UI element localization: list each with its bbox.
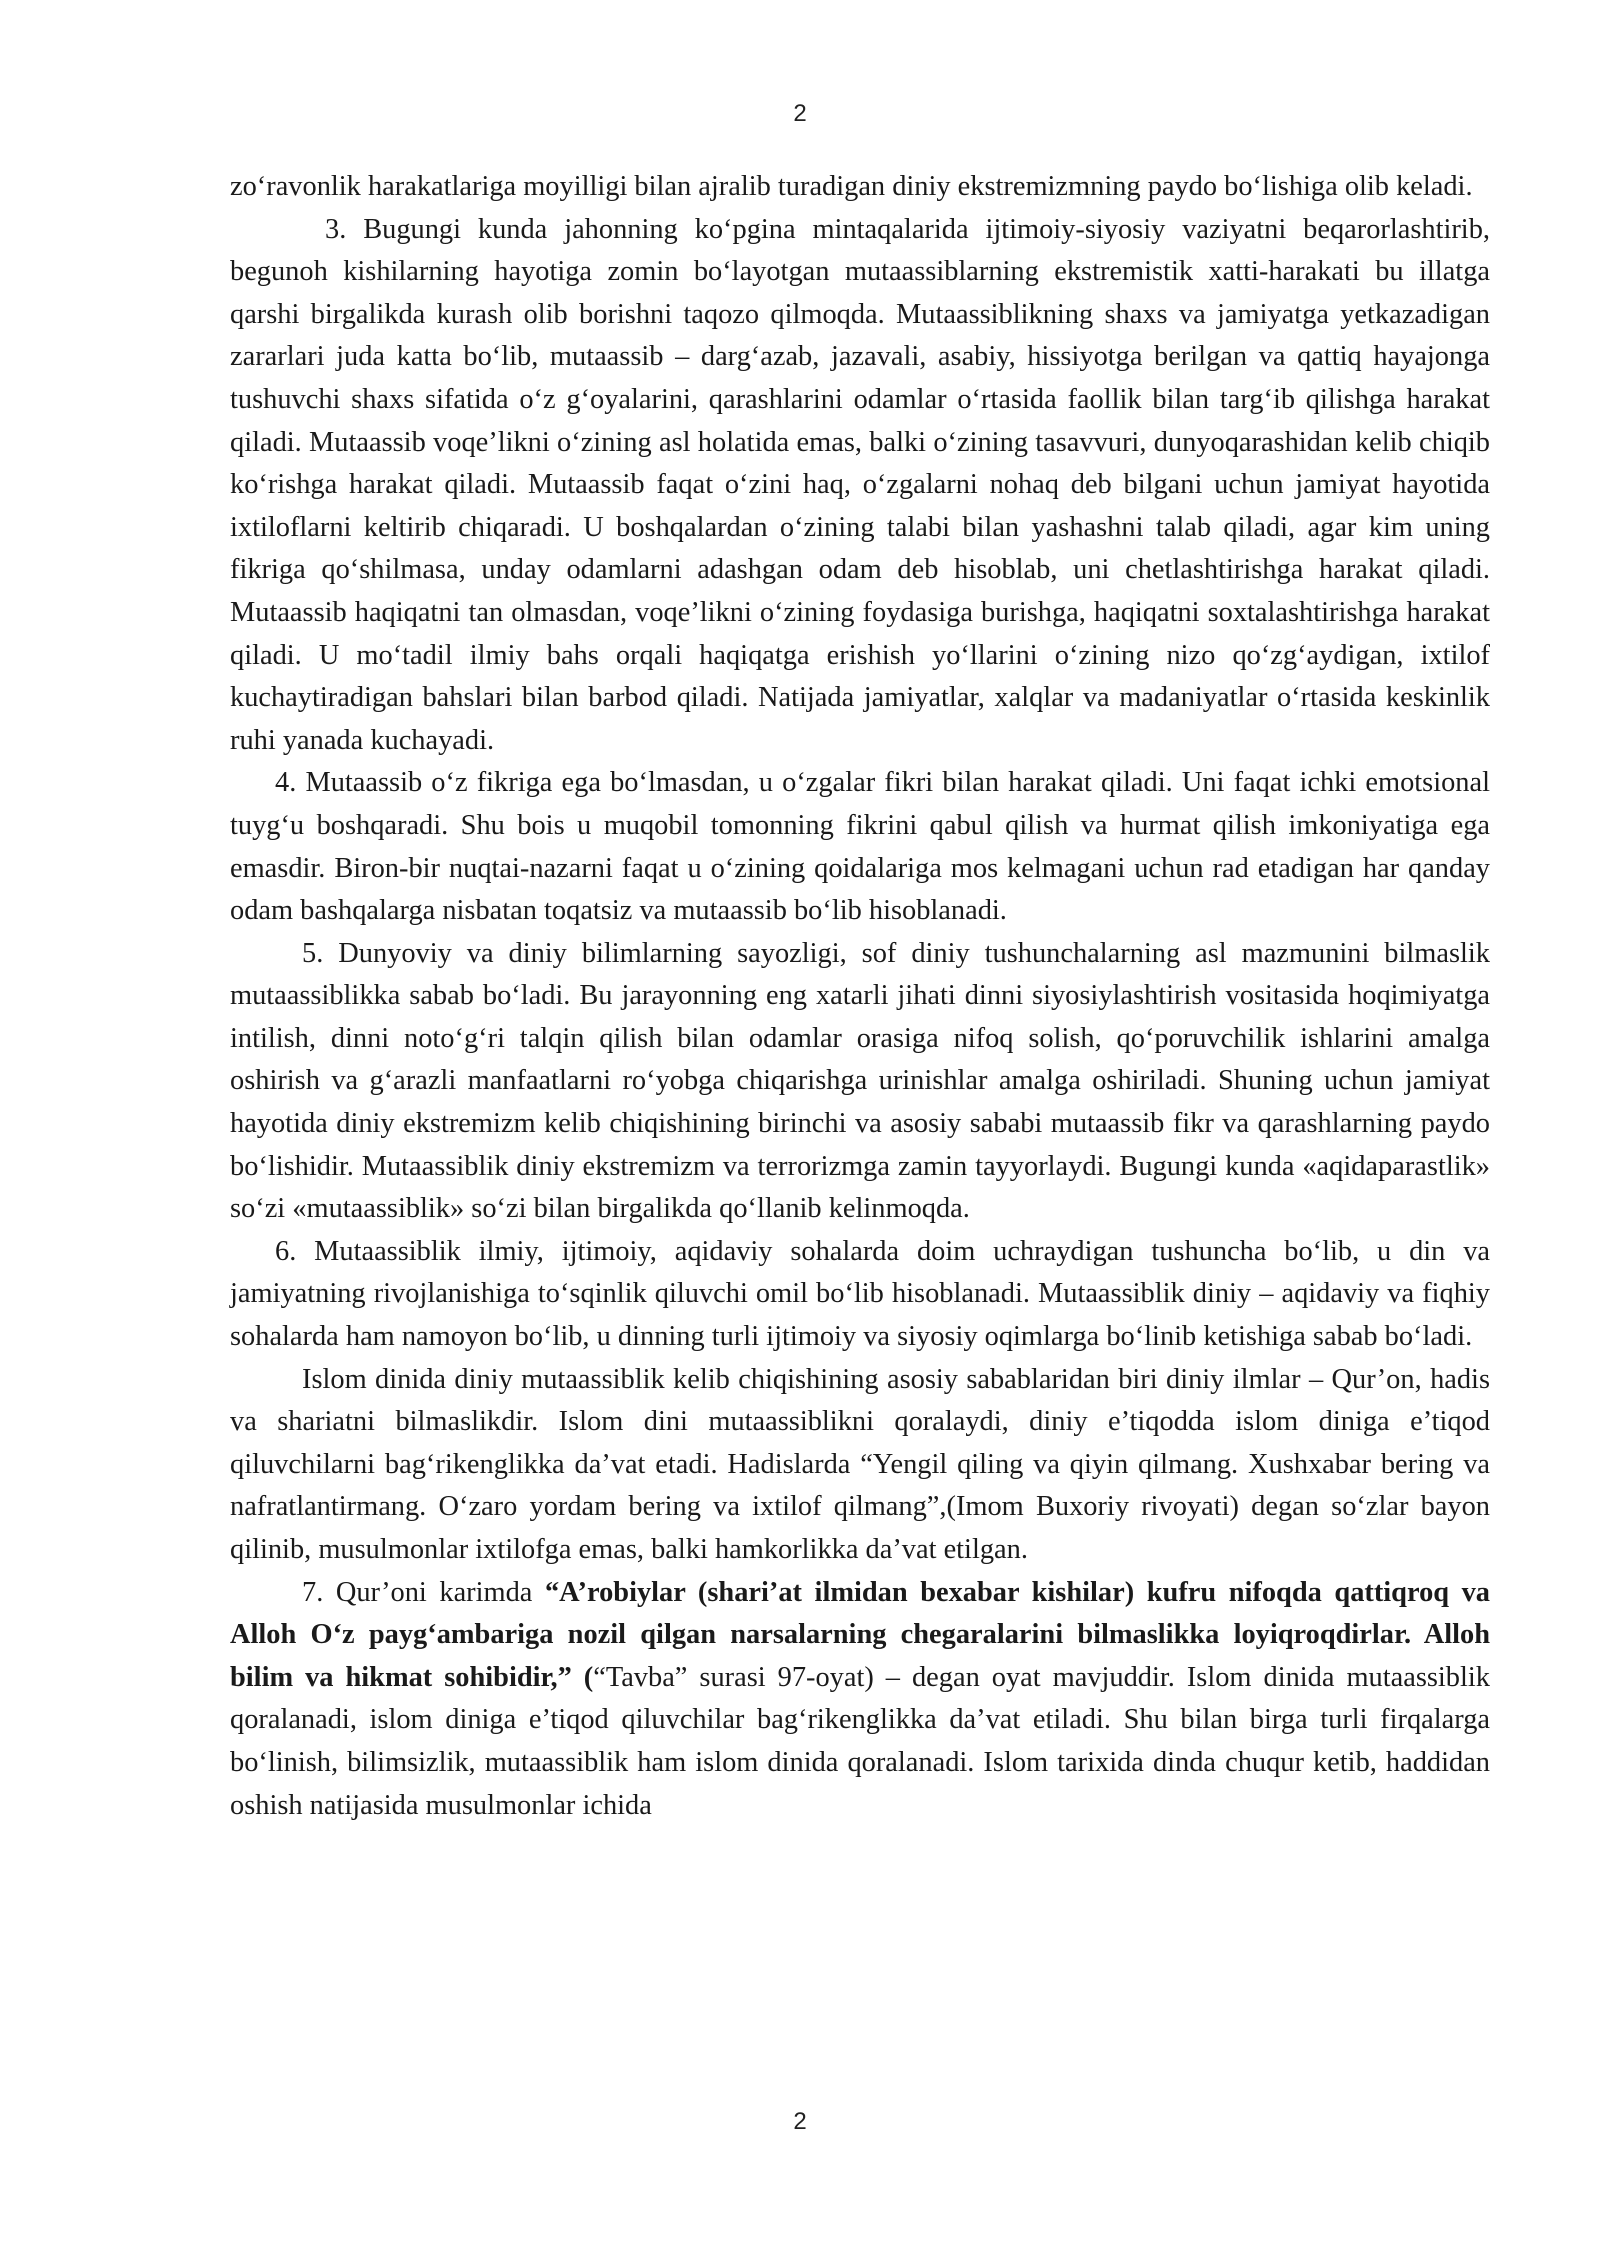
paragraph-islom: Islom dinida diniy mutaassiblik kelib chiqishining asosiy sabablaridan biri diniy ilmlar – Qur’on, hadis va shariatni bilmaslikdir. Islom dini mutaassiblikni qoralaydi, diniy e’tiqodda islom diniga e’tiqod qiluvchilarni bag‘rikenglikka da’vat etadi. Hadislarda “Yengil qiling va qiyin qilmang. Xushxabar bering va nafratlantirmang. O‘zaro yordam bering va ixtilof qilmang”,(Imom Buxoriy rivoyati) degan so‘zlar bayon qilinib, musulmonlar ixtilofga emas, balki hamkorlikka da’vat etilgan.	[230, 1363, 1490, 1565]
paragraph-7-lead: 7. Qur’oni karimda	[302, 1576, 545, 1608]
page-number-top: 2	[793, 100, 807, 127]
paragraph-3: 3. Bugungi kunda jahonning ko‘pgina mintaqalarida ijtimoiy-siyosiy vaziyatni beqarorlashtirib, begunoh kishilarning hayotiga zomin bo‘layotgan mutaassiblarning ekstremistik xatti-harakati bu illatga qarshi birgalikda kurash olib borishni taqozo qilmoqda. Mutaassiblikning shaxs va jamiyatga yetkazadigan zararlari juda katta bo‘lib, mutaassib – darg‘azab, jazavali, asabiy, hissiyotga berilgan va qattiq hayajonga tushuvchi shaxs sifatida o‘z g‘oyalarini, qarashlarini odamlar o‘rtasida faollik bilan targ‘ib qilishga harakat qiladi. Mutaassib voqe’likni o‘zining asl holatida emas, balki o‘zining tasavvuri, dunyoqarashidan kelib chiqib ko‘rishga harakat qiladi. Mutaassib faqat o‘zini haq, o‘zgalarni nohaq deb bilgani uchun jamiyat hayotida ixtiloflarni keltirib chiqaradi. U boshqalardan o‘zining talabi bilan yashashni talab qiladi, agar kim uning fikriga qo‘shilmasa, unday odamlarni adashgan odam deb hisoblab, uni chetlashtirishga harakat qiladi. Mutaassib haqiqatni tan olmasdan, voqe’likni o‘zining foydasiga burishga, haqiqatni soxtalashtirishga harakat qiladi. U mo‘tadil ilmiy bahs orqali haqiqatga erishish yo‘llarini o‘zining nizo qo‘zg‘aydigan, ixtilof kuchaytiradigan bahslari bilan barbod qiladi. Natijada jamiyatlar, xalqlar va madaniyatlar o‘rtasida keskinlik ruhi yanada kuchayadi.	[230, 213, 1490, 756]
paren-open: (	[571, 1661, 594, 1693]
paragraph-7-rest: “Tavba” surasi 97-oyat) – degan oyat mavjuddir. Islom dinida mutaassiblik qoralanadi, islom diniga e’tiqod qiluvchilar bag‘rikenglikka da’vat etiladi. Shu bilan birga turli firqalarga bo‘linish, bilimsizlik, mutaassiblik ham islom dinida qoralanadi. Islom tarixida dinda chuqur ketib, haddidan oshish natijasida musulmonlar ichida	[230, 1661, 1490, 1821]
document-body	[230, 166, 1490, 1827]
paragraph-continuation: zo‘ravonlik harakatlariga moyilligi bilan ajralib turadigan diniy ekstremizmning paydo bo‘lishiga olib keladi.	[230, 171, 1473, 202]
paragraph-7	[230, 1572, 1490, 1828]
page-number-bottom: 2	[793, 2108, 807, 2135]
paragraph-4: 4. Mutaassib o‘z fikriga ega bo‘lmasdan, u o‘zgalar fikri bilan harakat qiladi. Uni faqat ichki emotsional tuyg‘u boshqaradi. Shu bois u muqobil tomonning fikrini qabul qilish va hurmat qilish imkoniyatiga ega emasdir. Biron-bir nuqtai-nazarni faqat u o‘zining qoidalariga mos kelmagani uchun rad etadigan har qanday odam bashqalarga nisbatan toqatsiz va mutaassib bo‘lib hisoblanadi.	[230, 767, 1490, 927]
paragraph-6: 6. Mutaassiblik ilmiy, ijtimoiy, aqidaviy sohalarda doim uchraydigan tushuncha bo‘lib, u din va jamiyatning rivojlanishiga to‘sqinlik qiluvchi omil bo‘lib hisoblanadi. Mutaassiblik diniy – aqidaviy va fiqhiy sohalarda ham namoyon bo‘lib, u dinning turli ijtimoiy va siyosiy oqimlarga bo‘linib ketishiga sabab bo‘ladi.	[230, 1235, 1490, 1353]
quran-verse-quote: “A’robiylar (shari’at ilmidan bexabar kishilar) kufru nifoqda qattiqroq va Alloh O‘z payg‘ambariga nozil qilgan narsalarning chegaralarini bilmaslikka loyiqroqdirlar. Alloh bilim va hikmat sohibidir,”	[230, 1576, 1491, 1693]
paragraph-5: 5. Dunyoviy va diniy bilimlarning sayozligi, sof diniy tushunchalarning asl mazmunini bilmaslik mutaassiblikka sabab bo‘ladi. Bu jarayonning eng xatarli jihati dinni siyosiylashtirish vositasida hoqimiyatga intilish, dinni noto‘g‘ri talqin qilish bilan odamlar orasiga nifoq solish, qo‘poruvchilik ishlarini amalga oshirish va g‘arazli manfaatlarni ro‘yobga chiqarishga urinishlar amalga oshiriladi. Shuning uchun jamiyat hayotida diniy ekstremizm kelib chiqishining birinchi va asosiy sababi mutaassib fikr va qarashlarning paydo bo‘lishidir. Mutaassiblik diniy ekstremizm va terrorizmga zamin tayyorlaydi. Bugungi kunda «aqidaparastlik» so‘zi «mutaassiblik» so‘zi bilan birgalikda qo‘llanib kelinmoqda.	[230, 937, 1490, 1225]
